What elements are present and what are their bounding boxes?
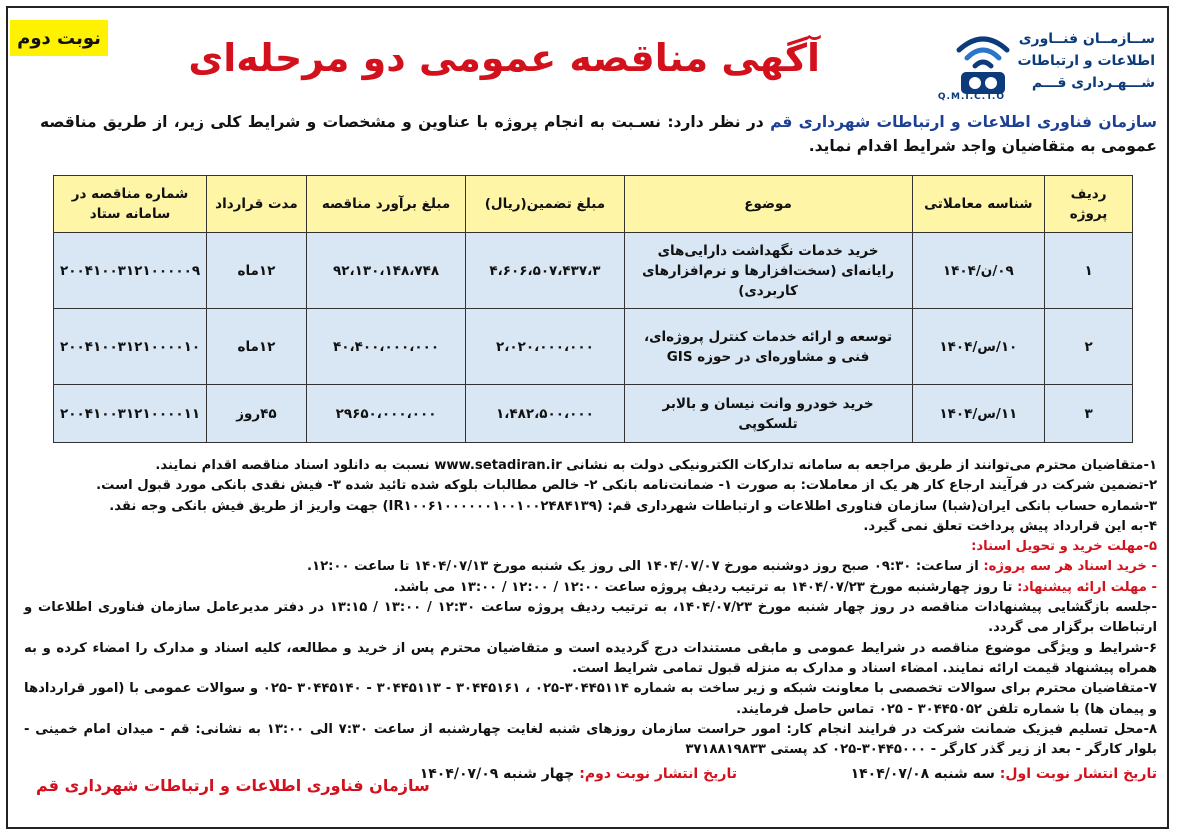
- note-5a: [24, 557, 1157, 577]
- cell-estimate: ۹۲،۱۳۰،۱۴۸،۷۴۸: [306, 233, 465, 309]
- intro-org-name: سازمان فناوری اطلاعات و ارتباطات شهرداری قم: [770, 113, 1157, 131]
- cell-row-number: ۱: [1045, 233, 1133, 309]
- note-2: ۲-تضمین شرکت در فرآیند ارجاع کار هر یک از معاملات: به صورت ۱- ضمانت‌نامه بانکی ۲- خالص مطالبات بلوکه شده تائید شده ۳- فیش نقدی بانکی مورد قبول است.: [96, 478, 1157, 494]
- cell-estimate: ۲۹۶۵۰،۰۰۰،۰۰۰: [306, 385, 465, 443]
- footer: [24, 766, 1157, 794]
- first-publication-date: [851, 766, 1157, 782]
- col-transaction-id: شناسه معاملاتی: [912, 176, 1045, 233]
- table-row: [54, 385, 1133, 443]
- first-publication-label: تاریخ انتشار نوبت اول:: [999, 766, 1157, 782]
- note-6: ۶-شرایط و ویژگی موضوع مناقصه در شرایط عمومی و مابقی مستندات درج گردیده است و متقاضیان محترم پس از خرید و مطالعه، کلیه اسناد و مدارک را امضاء کرده و به همراه پیشنهاد قیمت ارائه نمایند. امضاء اسناد و مدارک به منزله قبول تمامی شرایط است.: [24, 640, 1157, 676]
- cell-duration: ۱۲ماه: [207, 233, 307, 309]
- logo-line-3: شـــهـرداری قـــم: [1031, 75, 1155, 91]
- cell-duration: ۱۲ماه: [207, 309, 307, 385]
- cell-subject: خرید خدمات نگهداشت دارایی‌های رایانه‌ای (سخت‌افزارها و نرم‌افزارهای کاربردی): [624, 233, 912, 309]
- table-row: [54, 309, 1133, 385]
- note-5-heading: ۵-مهلت خرید و تحویل اسناد:: [971, 539, 1157, 555]
- table-header-row: [54, 176, 1133, 233]
- cell-transaction-id: ۱۱/س/۱۴۰۴: [912, 385, 1045, 443]
- logo-code: Q.M.I.C.T.O: [937, 92, 1005, 102]
- second-publication-label: تاریخ انتشار نوبت دوم:: [579, 766, 737, 782]
- note-8: ۸-محل تسلیم فیزیک ضمانت شرکت در فرایند انجام کار: امور حراست سازمان روزهای شنبه لغایت چهارشنبه از ساعت ۷:۳۰ الی ۱۳:۰۰ به نشانی: قم - میدان امام خمینی - بلوار کارگر - بعد از زیر گذر کارگر - ۳۰۴۴۵۰۰۰-۰۲۵ کد پستی ۳۷۱۸۸۱۹۸۳۳: [24, 721, 1157, 758]
- col-guarantee: مبلغ تضمین(ریال): [466, 176, 624, 233]
- first-publication-value: سه شنبه ۱۴۰۴/۰۷/۰۸: [850, 766, 1000, 782]
- second-publication-value: چهار شنبه ۱۴۰۴/۰۷/۰۹: [419, 766, 580, 782]
- note-5a-text: از ساعت: ۰۹:۳۰ صبح روز دوشنبه مورخ ۱۴۰۴/۰۷/۰۷ الی روز یک شنبه مورخ ۱۴۰۴/۰۷/۱۳ تا ساعت ۱۲:۰۰.: [307, 559, 984, 575]
- note-5b-text: تا روز چهارشنبه مورخ ۱۴۰۴/۰۷/۲۳ به ترتیب ردیف پروژه ساعت ۱۲:۰۰ / ۱۲:۰۰ / ۱۳:۰۰ می باشد.: [393, 579, 1018, 595]
- cell-estimate: ۴۰،۴۰۰،۰۰۰،۰۰۰: [306, 309, 465, 385]
- signature: سازمان فناوری اطلاعات و ارتباطات شهرداری قم: [36, 776, 430, 795]
- note-5c: -جلسه بازگشایی پیشنهادات مناقصه در روز چهار شنبه مورخ ۱۴۰۴/۰۷/۲۳، به ترتیب ردیف پروژه ساعت ۱۲:۳۰ / ۱۳:۰۰ / ۱۳:۱۵ در دفتر مدیرعامل سازمان فناوری اطلاعات و ارتباطات برگزار می گردد.: [24, 600, 1158, 636]
- cell-subject: توسعه و ارائه خدمات کنترل پروژه‌ای، فنی و مشاوره‌ای در حوزه GIS: [624, 309, 912, 385]
- col-estimate: مبلغ برآورد مناقصه: [306, 176, 465, 233]
- cell-guarantee: ۱،۴۸۲،۵۰۰،۰۰۰: [466, 385, 624, 443]
- tender-table: [53, 175, 1133, 443]
- col-subject: موضوع: [624, 176, 912, 233]
- cell-row-number: ۳: [1045, 385, 1133, 443]
- cell-tender-number: ۲۰۰۴۱۰۰۳۱۲۱۰۰۰۰۱۰: [54, 309, 207, 385]
- logo-line-1: ســازمــان فنــاوری: [1018, 31, 1155, 47]
- cell-duration: ۴۵روز: [207, 385, 307, 443]
- cell-row-number: ۲: [1045, 309, 1133, 385]
- intro-text: در نظر دارد: نسـبت به انجام پروژه با عناوین و مشخصات و شرایط کلی زیر، از طریق مناقصه عمومی به متقاضیان واجد شرایط اقدام نماید.: [40, 113, 1157, 155]
- cell-subject: خرید خودرو وانت نیسان و بالابر تلسکوپی: [624, 385, 912, 443]
- second-publication-date: [420, 766, 737, 782]
- note-5b-label: - مهلت ارائه پیشنهاد:: [1017, 579, 1157, 595]
- note-1: ۱-متقاضیان محترم می‌توانند از طریق مراجعه به سامانه تدارکات الکترونیکی دولت به نشانی www.setadiran.ir نسبت به دانلود اسناد مناقصه اقدام نمایند.: [155, 458, 1157, 473]
- note-5a-label: - خرید اسناد هر سه پروژه:: [983, 559, 1157, 575]
- cell-tender-number: ۲۰۰۴۱۰۰۳۱۲۱۰۰۰۰۰۹: [54, 233, 207, 309]
- logo-text: [1015, 28, 1155, 94]
- cell-transaction-id: ۰۹/ن/۱۴۰۴: [912, 233, 1045, 309]
- conditions-list: [24, 456, 1157, 760]
- organization-logo: [937, 18, 1155, 102]
- col-duration: مدت قرارداد: [207, 176, 307, 233]
- logo-line-2: اطلاعات و ارتباطات: [1017, 53, 1155, 69]
- cell-guarantee: ۴،۶۰۶،۵۰۷،۴۳۷،۳: [466, 233, 624, 309]
- col-row-number: ردیف پروژه: [1045, 176, 1133, 233]
- table-row: [54, 233, 1133, 309]
- cell-guarantee: ۲،۰۲۰،۰۰۰،۰۰۰: [466, 309, 624, 385]
- cell-transaction-id: ۱۰/س/۱۴۰۴: [912, 309, 1045, 385]
- col-tender-number: شماره مناقصه در سامانه ستاد: [54, 176, 207, 233]
- note-4: ۴-به این قرارداد پیش پرداخت تعلق نمی گیرد.: [863, 518, 1157, 534]
- intro-paragraph: [40, 110, 1157, 158]
- page-title: آگهی مناقصه عمومی دو مرحله‌ای: [188, 36, 820, 80]
- cell-tender-number: ۲۰۰۴۱۰۰۳۱۲۱۰۰۰۰۱۱: [54, 385, 207, 443]
- issue-badge: نوبت دوم: [10, 20, 108, 56]
- note-3: ۳-شماره حساب بانکی ایران(شبا) سازمان فناوری اطلاعات و ارتباطات شهرداری قم: (IR۱۰۰۶۱۰۰۰۰۰۰۱۰۰۱۰۰۲۴۸۴۱۳۹) جهت واریز از طریق فیش بانکی وجه نقد.: [109, 498, 1157, 514]
- note-5b: [24, 578, 1157, 598]
- note-7: ۷-متقاضیان محترم برای سوالات تخصصی با معاونت شبکه و زیر ساخت به شماره ۳۰۴۴۵۱۱۴-۰۲۵ ، ۳۰۴۴۵۱۶۱ - ۳۰۴۴۵۱۱۳ - ۳۰۴۴۵۱۴۰ -۰۲۵ و سوالات عمومی با (امور قراردادها و پیمان ها) با شماره تلفن ۳۰۴۴۵۰۵۲ - ۰۲۵ تماس حاصل فرمایند.: [24, 681, 1157, 717]
